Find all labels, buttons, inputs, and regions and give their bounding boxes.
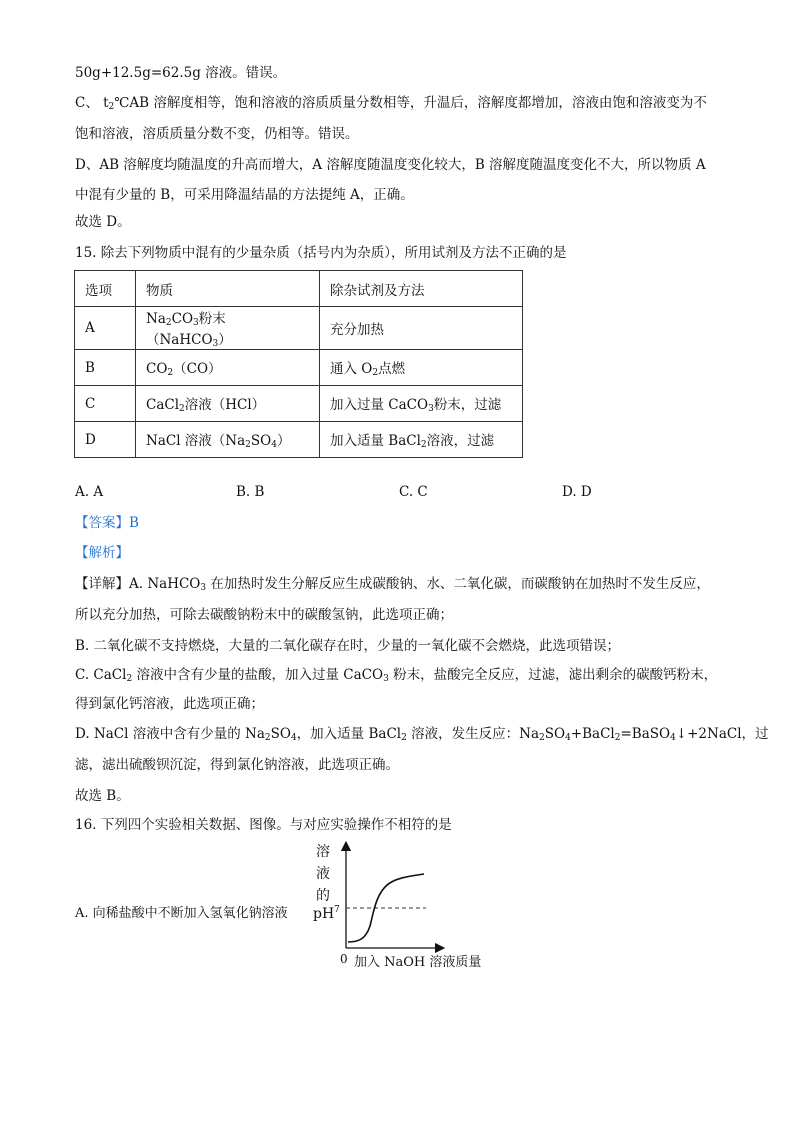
- table-row: [75, 422, 523, 458]
- choice-b: B. B: [236, 484, 265, 500]
- table-cell-method: 充分加热: [320, 307, 523, 350]
- detail-line-4: C. CaCl$_2$ 溶液中含有少量的盐酸，加入过量 CaCO$_3$ 粉末，盐酸完全反应，过滤，滤出剩余的碳酸钙粉末，: [75, 667, 718, 684]
- y-label-char: 液: [316, 866, 330, 882]
- table-cell-option: D: [75, 422, 136, 458]
- table-header-cell: 除杂试剂及方法: [320, 271, 523, 307]
- table-cell-substance: CaCl$_2$溶液（HCl）: [136, 386, 320, 422]
- table-row: [75, 350, 523, 386]
- text-line-4: D、AB 溶解度均随温度的升高而增大，A 溶解度随温度变化较大，B 溶解度随温度变化不大，所以物质 A: [75, 157, 706, 173]
- table-cell-method: 通入 $O_2$点燃: [320, 350, 523, 386]
- table-cell-option: C: [75, 386, 136, 422]
- choice-c: C. C: [399, 484, 428, 500]
- text-line-6: 故选 D。: [75, 214, 131, 230]
- tick-label-7: 7: [334, 905, 340, 915]
- detail-line-3: B. 二氧化碳不支持燃烧，大量的二氧化碳存在时，少量的一氧化碳不会燃烧，此选项错误；: [75, 638, 621, 654]
- text-line-2: C、 $t_2℃AB$ 溶解度相等，饱和溶液的溶质质量分数相等，升温后，溶解度都增加，溶液由饱和溶液变为不: [75, 95, 707, 112]
- detail-line-5: 得到氯化钙溶液，此选项正确；: [75, 696, 264, 712]
- table-header-cell: 物质: [136, 271, 320, 307]
- table-cell-option: B: [75, 350, 136, 386]
- option-a-text: A. 向稀盐酸中不断加入氢氧化钠溶液: [75, 906, 288, 921]
- choice-d: D. D: [562, 484, 592, 500]
- table-cell-method: 加入过量 CaCO$_3$粉末，过滤: [320, 386, 523, 422]
- y-label-char: 的: [316, 888, 330, 904]
- text-line-5: 中混有少量的 B，可采用降温结晶的方法提纯 A，正确。: [75, 187, 414, 203]
- table-header-cell: 选项: [75, 271, 136, 307]
- question-16-stem: 16. 下列四个实验相关数据、图像。与对应实验操作不相符的是: [75, 817, 452, 833]
- detail-line-1: 【详解】A. NaHCO$_3$ 在加热时发生分解反应生成碳酸钠、水、二氧化碳，而碳酸钠在加热时不发生反应，: [75, 576, 710, 593]
- analysis-label: 【解析】: [75, 545, 129, 561]
- y-label-ph: pH: [313, 906, 335, 922]
- detail-line-7: 滤，滤出硫酸钡沉淀，得到氯化钠溶液，此选项正确。: [75, 757, 399, 773]
- table-cell-substance: $Na_2CO_3$粉末（NaHCO$_3$）: [136, 307, 320, 350]
- text-line-1: 50g+12.5g=62.5g 溶液。错误。: [75, 65, 287, 81]
- table-cell-option: A: [75, 307, 136, 350]
- table-header-row: [75, 271, 523, 307]
- y-label-char: 溶: [316, 844, 330, 860]
- text-line-3: 饱和溶液，溶质质量分数不变，仍相等。错误。: [75, 126, 359, 142]
- table-row: [75, 386, 523, 422]
- x-axis-label: 加入 NaOH 溶液质量: [354, 955, 482, 970]
- table-cell-substance: $CO_2(CO)$: [136, 350, 320, 386]
- ph-graph: [300, 838, 500, 978]
- options-table: [74, 270, 523, 458]
- table-row: [75, 307, 523, 350]
- detail-line-8: 故选 B。: [75, 788, 130, 804]
- question-15-stem: 15. 除去下列物质中混有的少量杂质（括号内为杂质），所用试剂及方法不正确的是: [75, 245, 567, 261]
- table-cell-method: 加入适量 BaCl$_2$溶液，过滤: [320, 422, 523, 458]
- detail-line-6: D. NaCl 溶液中含有少量的 $Na_2SO_4$，加入适量 BaCl$_2$ 溶液，发生反应：$Na_2SO_4+BaCl_2=BaSO_4↓+2NaCl$，过: [75, 726, 769, 743]
- answer-label: 【答案】B: [75, 515, 139, 531]
- table-cell-substance: NaCl 溶液$(Na_2SO_4)$: [136, 422, 320, 458]
- detail-line-2: 所以充分加热，可除去碳酸钠粉末中的碳酸氢钠，此选项正确；: [75, 607, 453, 623]
- origin-label: 0: [340, 952, 348, 966]
- choice-a: A. A: [75, 484, 104, 500]
